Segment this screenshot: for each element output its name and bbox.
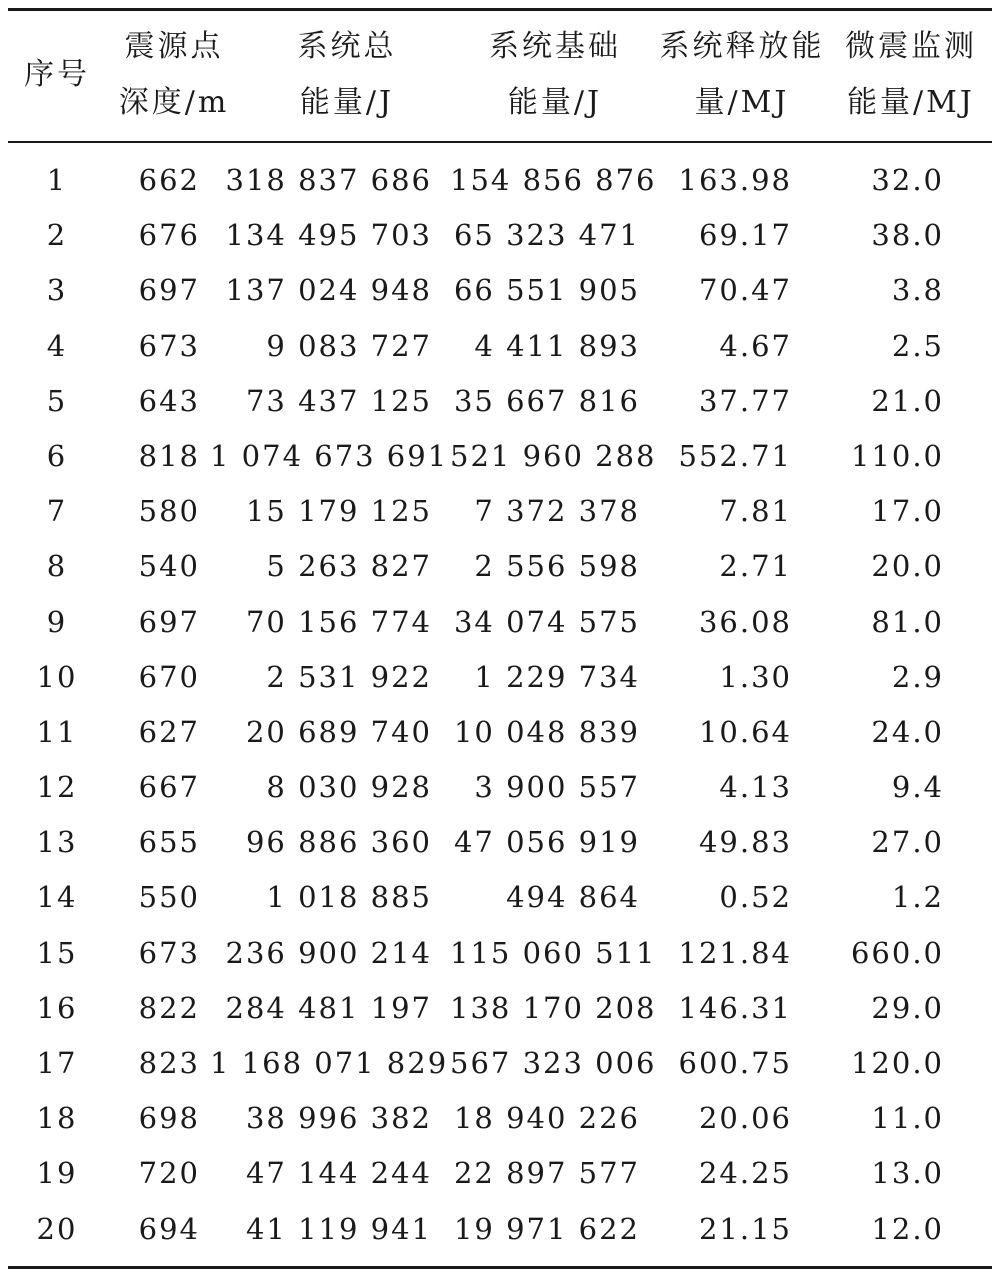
table-row xyxy=(0,760,1000,815)
header-depth-line1: 震源点 xyxy=(124,29,224,64)
table-body xyxy=(0,153,1000,1257)
cell-index: 17 xyxy=(36,1046,78,1080)
cell-base-energy: 115 060 511 xyxy=(450,935,657,970)
header-micro-line2: 能量/MJ xyxy=(847,85,975,120)
cell-release-energy: 2.71 xyxy=(719,549,792,584)
cell-release-energy: 21.15 xyxy=(698,1211,792,1246)
table-row xyxy=(0,153,1000,208)
cell-index: 4 xyxy=(46,328,68,363)
header-index-label: 序号 xyxy=(24,57,90,92)
header-depth xyxy=(104,19,244,131)
cell-index: 16 xyxy=(36,990,78,1025)
cell-microseismic-energy: 11.0 xyxy=(871,1101,944,1136)
cell-total-energy: 5 263 827 xyxy=(266,549,432,584)
cell-microseismic-energy: 2.9 xyxy=(891,659,944,694)
cell-microseismic-energy: 38.0 xyxy=(871,218,944,253)
cell-index: 15 xyxy=(36,935,78,970)
header-release-line1: 系统释放能 xyxy=(659,29,825,64)
cell-microseismic-energy: 20.0 xyxy=(871,549,944,584)
cell-release-energy: 37.77 xyxy=(698,383,792,418)
cell-index: 5 xyxy=(46,383,68,418)
table-row xyxy=(0,926,1000,981)
cell-microseismic-energy: 120.0 xyxy=(850,1046,944,1080)
cell-release-energy: 10.64 xyxy=(698,714,792,749)
cell-base-energy: 2 556 598 xyxy=(474,549,640,584)
cell-index: 13 xyxy=(36,825,78,860)
cell-depth: 670 xyxy=(138,659,200,694)
cell-total-energy: 284 481 197 xyxy=(225,990,432,1025)
cell-base-energy: 3 900 557 xyxy=(474,770,640,805)
cell-index: 9 xyxy=(46,604,68,639)
header-total-energy xyxy=(262,19,432,131)
cell-depth: 673 xyxy=(138,935,200,970)
table-row xyxy=(0,263,1000,318)
table-row xyxy=(0,705,1000,760)
cell-release-energy: 1.30 xyxy=(719,659,792,694)
cell-release-energy: 36.08 xyxy=(698,604,792,639)
cell-microseismic-energy: 24.0 xyxy=(871,714,944,749)
cell-release-energy: 146.31 xyxy=(678,990,792,1025)
cell-base-energy: 138 170 208 xyxy=(450,990,657,1025)
cell-total-energy: 1 168 071 829 xyxy=(210,1046,449,1080)
cell-index: 14 xyxy=(36,880,78,915)
cell-base-energy: 34 074 575 xyxy=(453,604,640,639)
cell-release-energy: 0.52 xyxy=(719,880,792,915)
cell-total-energy: 1 018 885 xyxy=(266,880,432,915)
cell-index: 1 xyxy=(46,163,68,197)
cell-release-energy: 7.81 xyxy=(719,494,792,529)
header-microseismic-energy xyxy=(836,19,986,131)
cell-total-energy: 8 030 928 xyxy=(266,770,432,805)
cell-total-energy: 96 886 360 xyxy=(245,825,432,860)
cell-index: 6 xyxy=(46,438,68,473)
table-row xyxy=(0,1036,1000,1091)
cell-microseismic-energy: 32.0 xyxy=(871,163,944,197)
table-row xyxy=(0,319,1000,374)
cell-base-energy: 521 960 288 xyxy=(450,438,657,473)
header-total-line2: 能量/J xyxy=(299,85,395,120)
cell-total-energy: 20 689 740 xyxy=(245,714,432,749)
cell-index: 20 xyxy=(36,1211,78,1246)
header-release-line2: 量/MJ xyxy=(694,85,790,120)
table-row xyxy=(0,1091,1000,1146)
cell-depth: 662 xyxy=(138,163,200,197)
cell-base-energy: 1 229 734 xyxy=(474,659,640,694)
table-row xyxy=(0,1146,1000,1201)
cell-microseismic-energy: 21.0 xyxy=(871,383,944,418)
cell-depth: 655 xyxy=(138,825,200,860)
cell-index: 10 xyxy=(36,659,78,694)
cell-index: 7 xyxy=(46,494,68,529)
cell-release-energy: 600.75 xyxy=(678,1046,792,1080)
table-row xyxy=(0,374,1000,429)
cell-total-energy: 47 144 244 xyxy=(245,1156,432,1191)
cell-release-energy: 4.13 xyxy=(719,770,792,805)
cell-release-energy: 4.67 xyxy=(719,328,792,363)
cell-depth: 676 xyxy=(138,218,200,253)
cell-microseismic-energy: 1.2 xyxy=(891,880,944,915)
cell-depth: 818 xyxy=(138,438,200,473)
cell-microseismic-energy: 3.8 xyxy=(891,273,944,308)
cell-release-energy: 121.84 xyxy=(678,935,792,970)
header-index xyxy=(18,47,96,103)
cell-base-energy: 494 864 xyxy=(506,880,640,915)
table-row xyxy=(0,1202,1000,1257)
cell-total-energy: 1 074 673 691 xyxy=(210,438,449,473)
cell-index: 18 xyxy=(36,1101,78,1136)
cell-microseismic-energy: 27.0 xyxy=(871,825,944,860)
cell-base-energy: 22 897 577 xyxy=(453,1156,640,1191)
table-row xyxy=(0,870,1000,925)
cell-microseismic-energy: 29.0 xyxy=(871,990,944,1025)
table-row xyxy=(0,595,1000,650)
cell-depth: 667 xyxy=(138,770,200,805)
cell-microseismic-energy: 110.0 xyxy=(850,438,944,473)
cell-microseismic-energy: 13.0 xyxy=(871,1156,944,1191)
cell-depth: 627 xyxy=(138,714,200,749)
cell-base-energy: 19 971 622 xyxy=(453,1211,640,1246)
cell-base-energy: 18 940 226 xyxy=(453,1101,640,1136)
cell-total-energy: 318 837 686 xyxy=(225,163,432,197)
cell-base-energy: 7 372 378 xyxy=(474,494,640,529)
cell-depth: 697 xyxy=(138,604,200,639)
table-row xyxy=(0,484,1000,539)
table-row xyxy=(0,208,1000,263)
cell-total-energy: 70 156 774 xyxy=(245,604,432,639)
header-micro-line1: 微震监测 xyxy=(845,29,977,64)
cell-total-energy: 73 437 125 xyxy=(245,383,432,418)
cell-depth: 698 xyxy=(138,1101,200,1136)
cell-total-energy: 41 119 941 xyxy=(245,1211,432,1246)
cell-total-energy: 236 900 214 xyxy=(225,935,432,970)
cell-base-energy: 66 551 905 xyxy=(453,273,640,308)
cell-release-energy: 70.47 xyxy=(698,273,792,308)
cell-release-energy: 20.06 xyxy=(698,1101,792,1136)
cell-base-energy: 154 856 876 xyxy=(450,163,657,197)
table-row xyxy=(0,539,1000,594)
cell-depth: 694 xyxy=(138,1211,200,1246)
cell-release-energy: 163.98 xyxy=(678,163,792,197)
cell-index: 8 xyxy=(46,549,68,584)
cell-depth: 643 xyxy=(138,383,200,418)
cell-base-energy: 10 048 839 xyxy=(453,714,640,749)
cell-total-energy: 38 996 382 xyxy=(245,1101,432,1136)
table-row xyxy=(0,429,1000,484)
cell-total-energy: 2 531 922 xyxy=(266,659,432,694)
cell-base-energy: 65 323 471 xyxy=(453,218,640,253)
cell-microseismic-energy: 9.4 xyxy=(891,770,944,805)
table-row xyxy=(0,815,1000,870)
cell-release-energy: 49.83 xyxy=(698,825,792,860)
cell-index: 2 xyxy=(46,218,68,253)
cell-depth: 822 xyxy=(138,990,200,1025)
table-bottom-rule xyxy=(8,1266,992,1269)
cell-microseismic-energy: 660.0 xyxy=(850,935,944,970)
cell-depth: 673 xyxy=(138,328,200,363)
cell-base-energy: 567 323 006 xyxy=(450,1046,657,1080)
cell-total-energy: 134 495 703 xyxy=(225,218,432,253)
cell-base-energy: 35 667 816 xyxy=(453,383,640,418)
cell-total-energy: 137 024 948 xyxy=(225,273,432,308)
cell-microseismic-energy: 2.5 xyxy=(891,328,944,363)
cell-depth: 540 xyxy=(138,549,200,584)
cell-microseismic-energy: 81.0 xyxy=(871,604,944,639)
cell-index: 11 xyxy=(36,714,78,749)
cell-index: 19 xyxy=(36,1156,78,1191)
cell-microseismic-energy: 12.0 xyxy=(871,1211,944,1246)
table-row xyxy=(0,650,1000,705)
header-base-line1: 系统基础 xyxy=(489,29,621,64)
cell-base-energy: 4 411 893 xyxy=(474,328,640,363)
cell-release-energy: 69.17 xyxy=(698,218,792,253)
header-total-line1: 系统总 xyxy=(297,29,397,64)
table-header-rule xyxy=(8,141,992,143)
cell-index: 12 xyxy=(36,770,78,805)
cell-release-energy: 24.25 xyxy=(698,1156,792,1191)
header-depth-line2: 深度/m xyxy=(118,85,230,120)
cell-index: 3 xyxy=(46,273,68,308)
cell-total-energy: 15 179 125 xyxy=(245,494,432,529)
cell-depth: 823 xyxy=(138,1046,200,1080)
cell-depth: 697 xyxy=(138,273,200,308)
cell-depth: 550 xyxy=(138,880,200,915)
table-row xyxy=(0,981,1000,1036)
cell-base-energy: 47 056 919 xyxy=(453,825,640,860)
cell-total-energy: 9 083 727 xyxy=(266,328,432,363)
cell-microseismic-energy: 17.0 xyxy=(871,494,944,529)
header-release-energy xyxy=(652,19,832,131)
header-base-line2: 能量/J xyxy=(507,85,603,120)
cell-depth: 580 xyxy=(138,494,200,529)
cell-depth: 720 xyxy=(138,1156,200,1191)
cell-release-energy: 552.71 xyxy=(678,438,792,473)
header-base-energy xyxy=(455,19,655,131)
table-header xyxy=(0,11,1000,141)
